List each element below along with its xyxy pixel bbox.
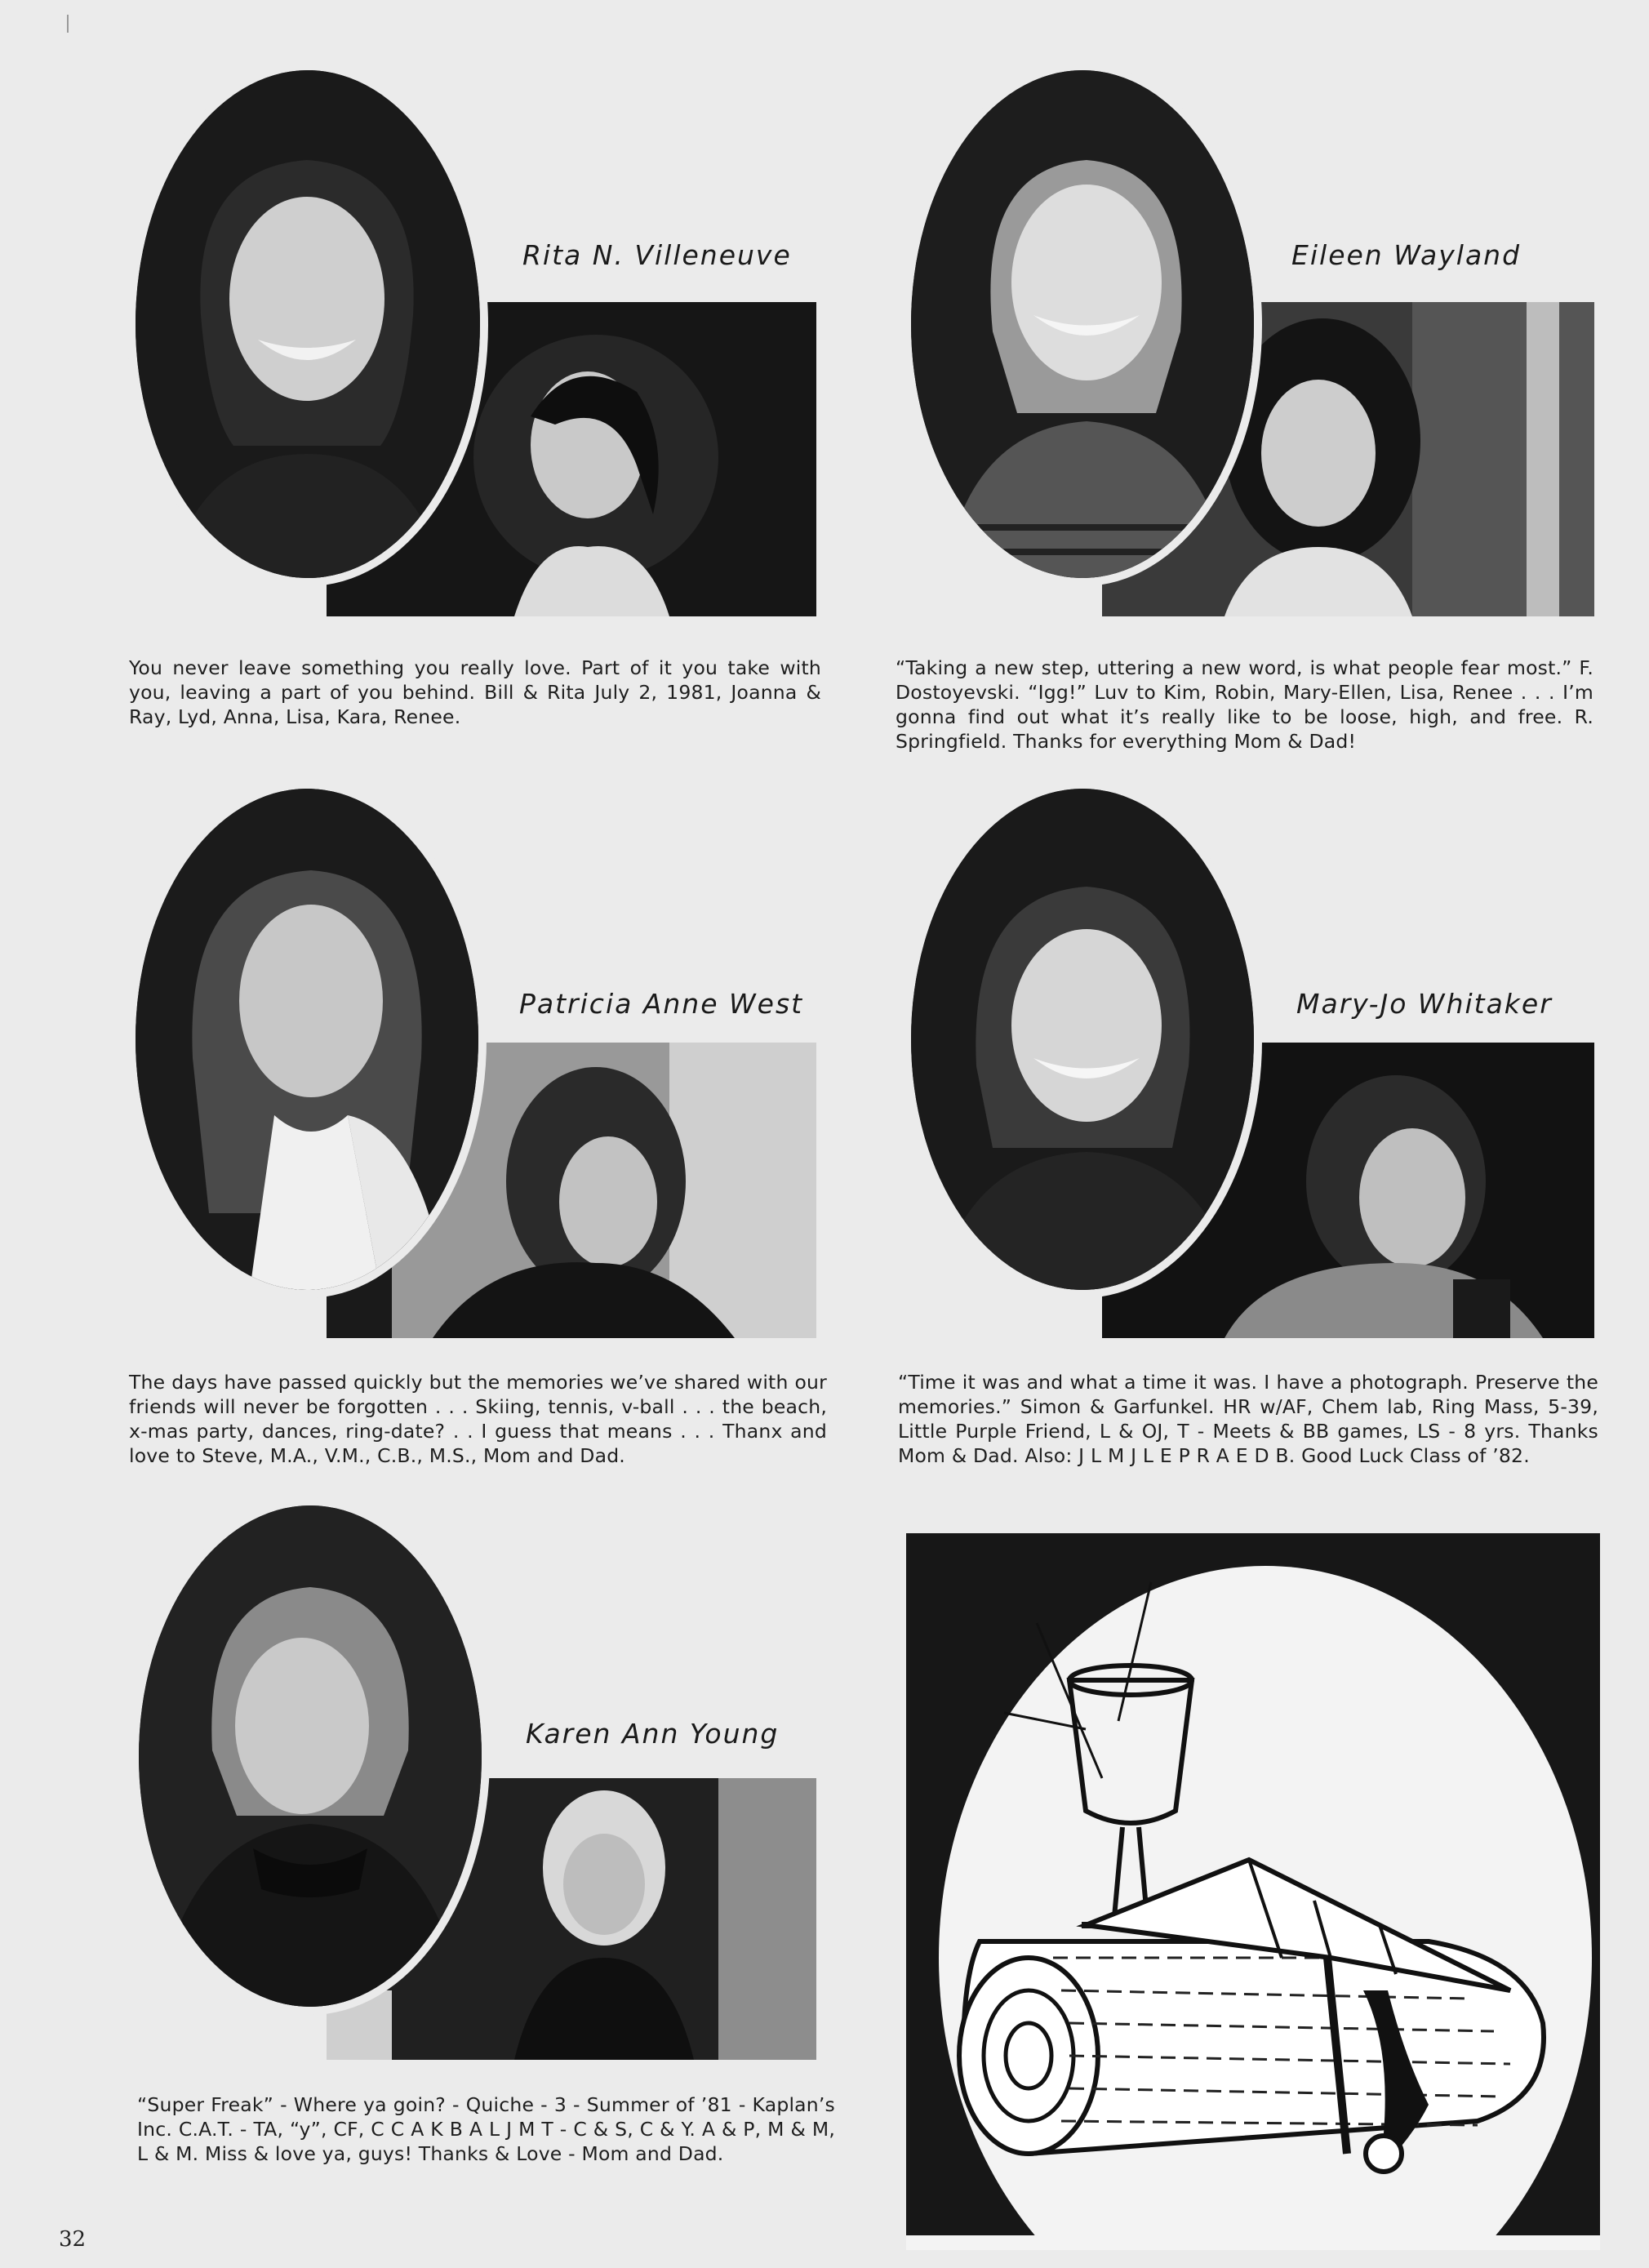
student-name: Karen Ann Young bbox=[526, 1718, 780, 1750]
page-number: 32 bbox=[59, 2227, 87, 2252]
student-name: Rita N. Villeneuve bbox=[522, 239, 792, 271]
student-name: Mary-Jo Whitaker bbox=[1296, 988, 1553, 1020]
margin-mark bbox=[67, 15, 69, 33]
student-bio: The days have passed quickly but the memories we’ve shared with our friends will never be forgotten . . . Skiing, tennis, v-ball . . . the beach, x-mas party, dances, ring-date? . . I guess that means . . . Thanx and love to Steve, M.A., V.M., C.B., M.S., Mom and Dad. bbox=[129, 1371, 827, 1467]
portrait-mary-jo-whitaker bbox=[911, 789, 1254, 1290]
student-bio: “Time it was and what a time it was. I have a photograph. Preserve the memories.” Simon & Garfunkel. HR w/AF, Chem lab, Ring Mass, 5-39, Little Purple Friend, L & OJ, T - Meets & BB games, LS - 8 yrs. Thanks Mom & Dad. Also: J L M J L E P R A E D B. Good Luck Class of ’82. bbox=[898, 1371, 1598, 1467]
portrait-eileen-wayland bbox=[911, 70, 1254, 578]
diploma-illustration bbox=[906, 1533, 1600, 2250]
student-bio: “Super Freak” - Where ya goin? - Quiche - 3 - Summer of ’81 - Kaplan’s Inc. C.A.T. - TA, “y”, CF, C C A K B A L J M T - C & S, C & Y. A & P, M & M, L & M. Miss & love ya, guys! Thanks & Love - Mom and Dad. bbox=[137, 2093, 835, 2165]
portrait-patricia-west bbox=[136, 789, 478, 1290]
portrait-rita-villeneuve bbox=[136, 70, 480, 578]
student-name: Eileen Wayland bbox=[1291, 239, 1522, 271]
student-bio: “Taking a new step, uttering a new word, is what people fear most.” F. Dostoyevski. “Igg!” Luv to Kim, Robin, Mary-Ellen, Lisa, Renee . . . I’m gonna find out what it’s really like to be loose, high, and free. R. Springfield. Thanks for everything Mom & Dad! bbox=[896, 656, 1593, 753]
portrait-karen-young bbox=[139, 1505, 482, 2007]
student-bio: You never leave something you really love. Part of it you take with you, leaving a part of you behind. Bill & Rita July 2, 1981, Joanna & Ray, Lyd, Anna, Lisa, Kara, Renee. bbox=[129, 656, 821, 728]
student-name: Patricia Anne West bbox=[519, 988, 804, 1020]
